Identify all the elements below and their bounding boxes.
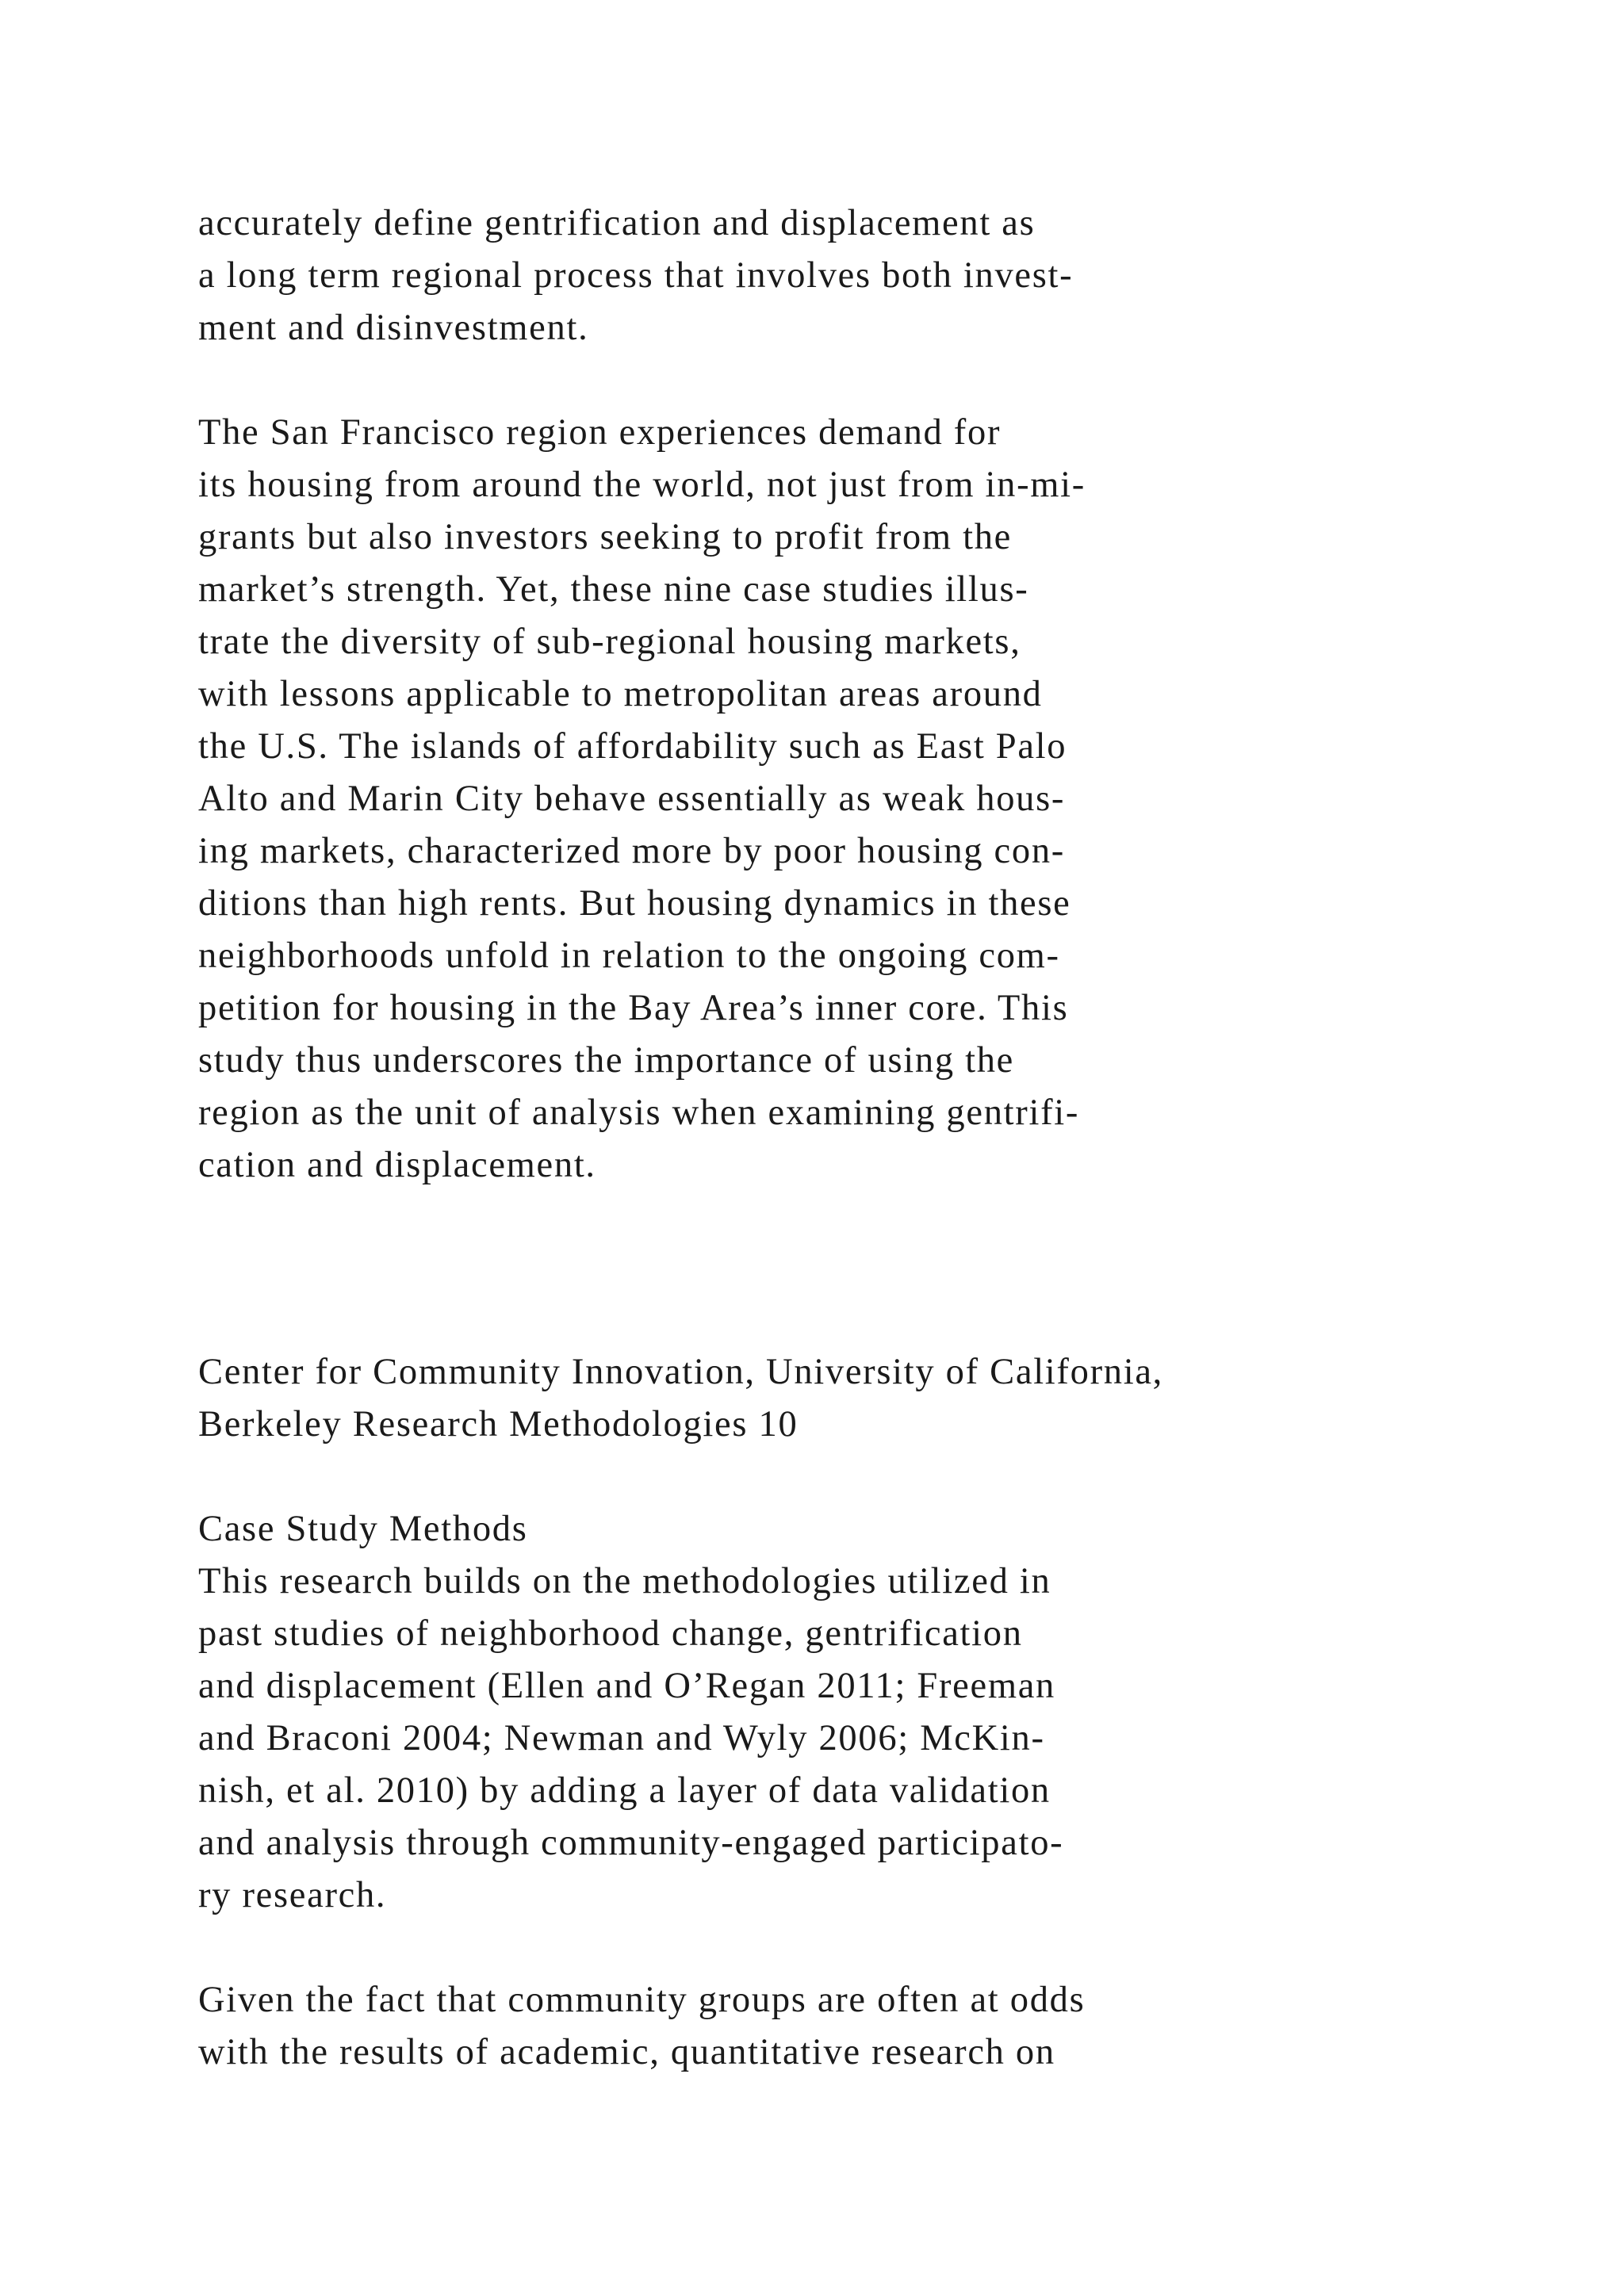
text-line: Center for Community Innovation, University of California, [198,1352,1163,1392]
paragraph-gentrification-definition [198,197,1073,354]
text-line: Berkeley Research Methodologies 10 [198,1404,799,1445]
text-line: a long term regional process that involves both invest- [198,255,1074,296]
text-line: and analysis through community-engaged participato- [198,1823,1064,1863]
text-line: trate the diversity of sub-regional housing markets, [198,622,1021,662]
text-line: its housing from around the world, not just from in-mi- [198,465,1086,505]
text-line: and Braconi 2004; Newman and Wyly 2006; McKin- [198,1718,1045,1758]
text-line: and displacement (Ellen and O’Regan 2011; Freeman [198,1666,1056,1706]
text-line: ment and disinvestment. [198,308,589,348]
text-line: cation and displacement. [198,1145,596,1185]
text-line: The San Francisco region experiences demand for [198,412,1002,453]
text-line: ditions than high rents. But housing dynamics in these [198,883,1071,924]
text-line: with the results of academic, quantitative research on [198,2032,1055,2072]
paragraph-san-francisco-region [198,407,1086,1192]
text-line: neighborhoods unfold in relation to the ongoing com- [198,936,1060,976]
text-line: study thus underscores the importance of using the [198,1040,1015,1081]
section-case-study-methods [198,1503,1063,1922]
section-heading: Case Study Methods [198,1509,528,1549]
text-line: ing markets, characterized more by poor housing con- [198,831,1065,871]
text-line: accurately define gentrification and displacement as [198,203,1036,243]
text-line: market’s strength. Yet, these nine case studies illus- [198,569,1029,610]
text-line: Alto and Marin City behave essentially as weak hous- [198,779,1066,819]
text-line: nish, et al. 2010) by adding a layer of data validation [198,1770,1051,1811]
text-line: ry research. [198,1875,387,1915]
text-line: past studies of neighborhood change, gentrification [198,1613,1023,1654]
paragraph-community-groups [198,1974,1085,2079]
text-line: the U.S. The islands of affordability such as East Palo [198,726,1067,767]
text-line: Given the fact that community groups are often at odds [198,1980,1086,2020]
text-line: petition for housing in the Bay Area’s inner core. This [198,988,1069,1028]
text-line: This research builds on the methodologies utilized in [198,1561,1051,1601]
text-line: grants but also investors seeking to profit from the [198,517,1012,557]
text-line: region as the unit of analysis when examining gentrifi- [198,1093,1080,1133]
text-line: with lessons applicable to metropolitan areas around [198,674,1043,714]
running-footer [198,1346,1163,1451]
